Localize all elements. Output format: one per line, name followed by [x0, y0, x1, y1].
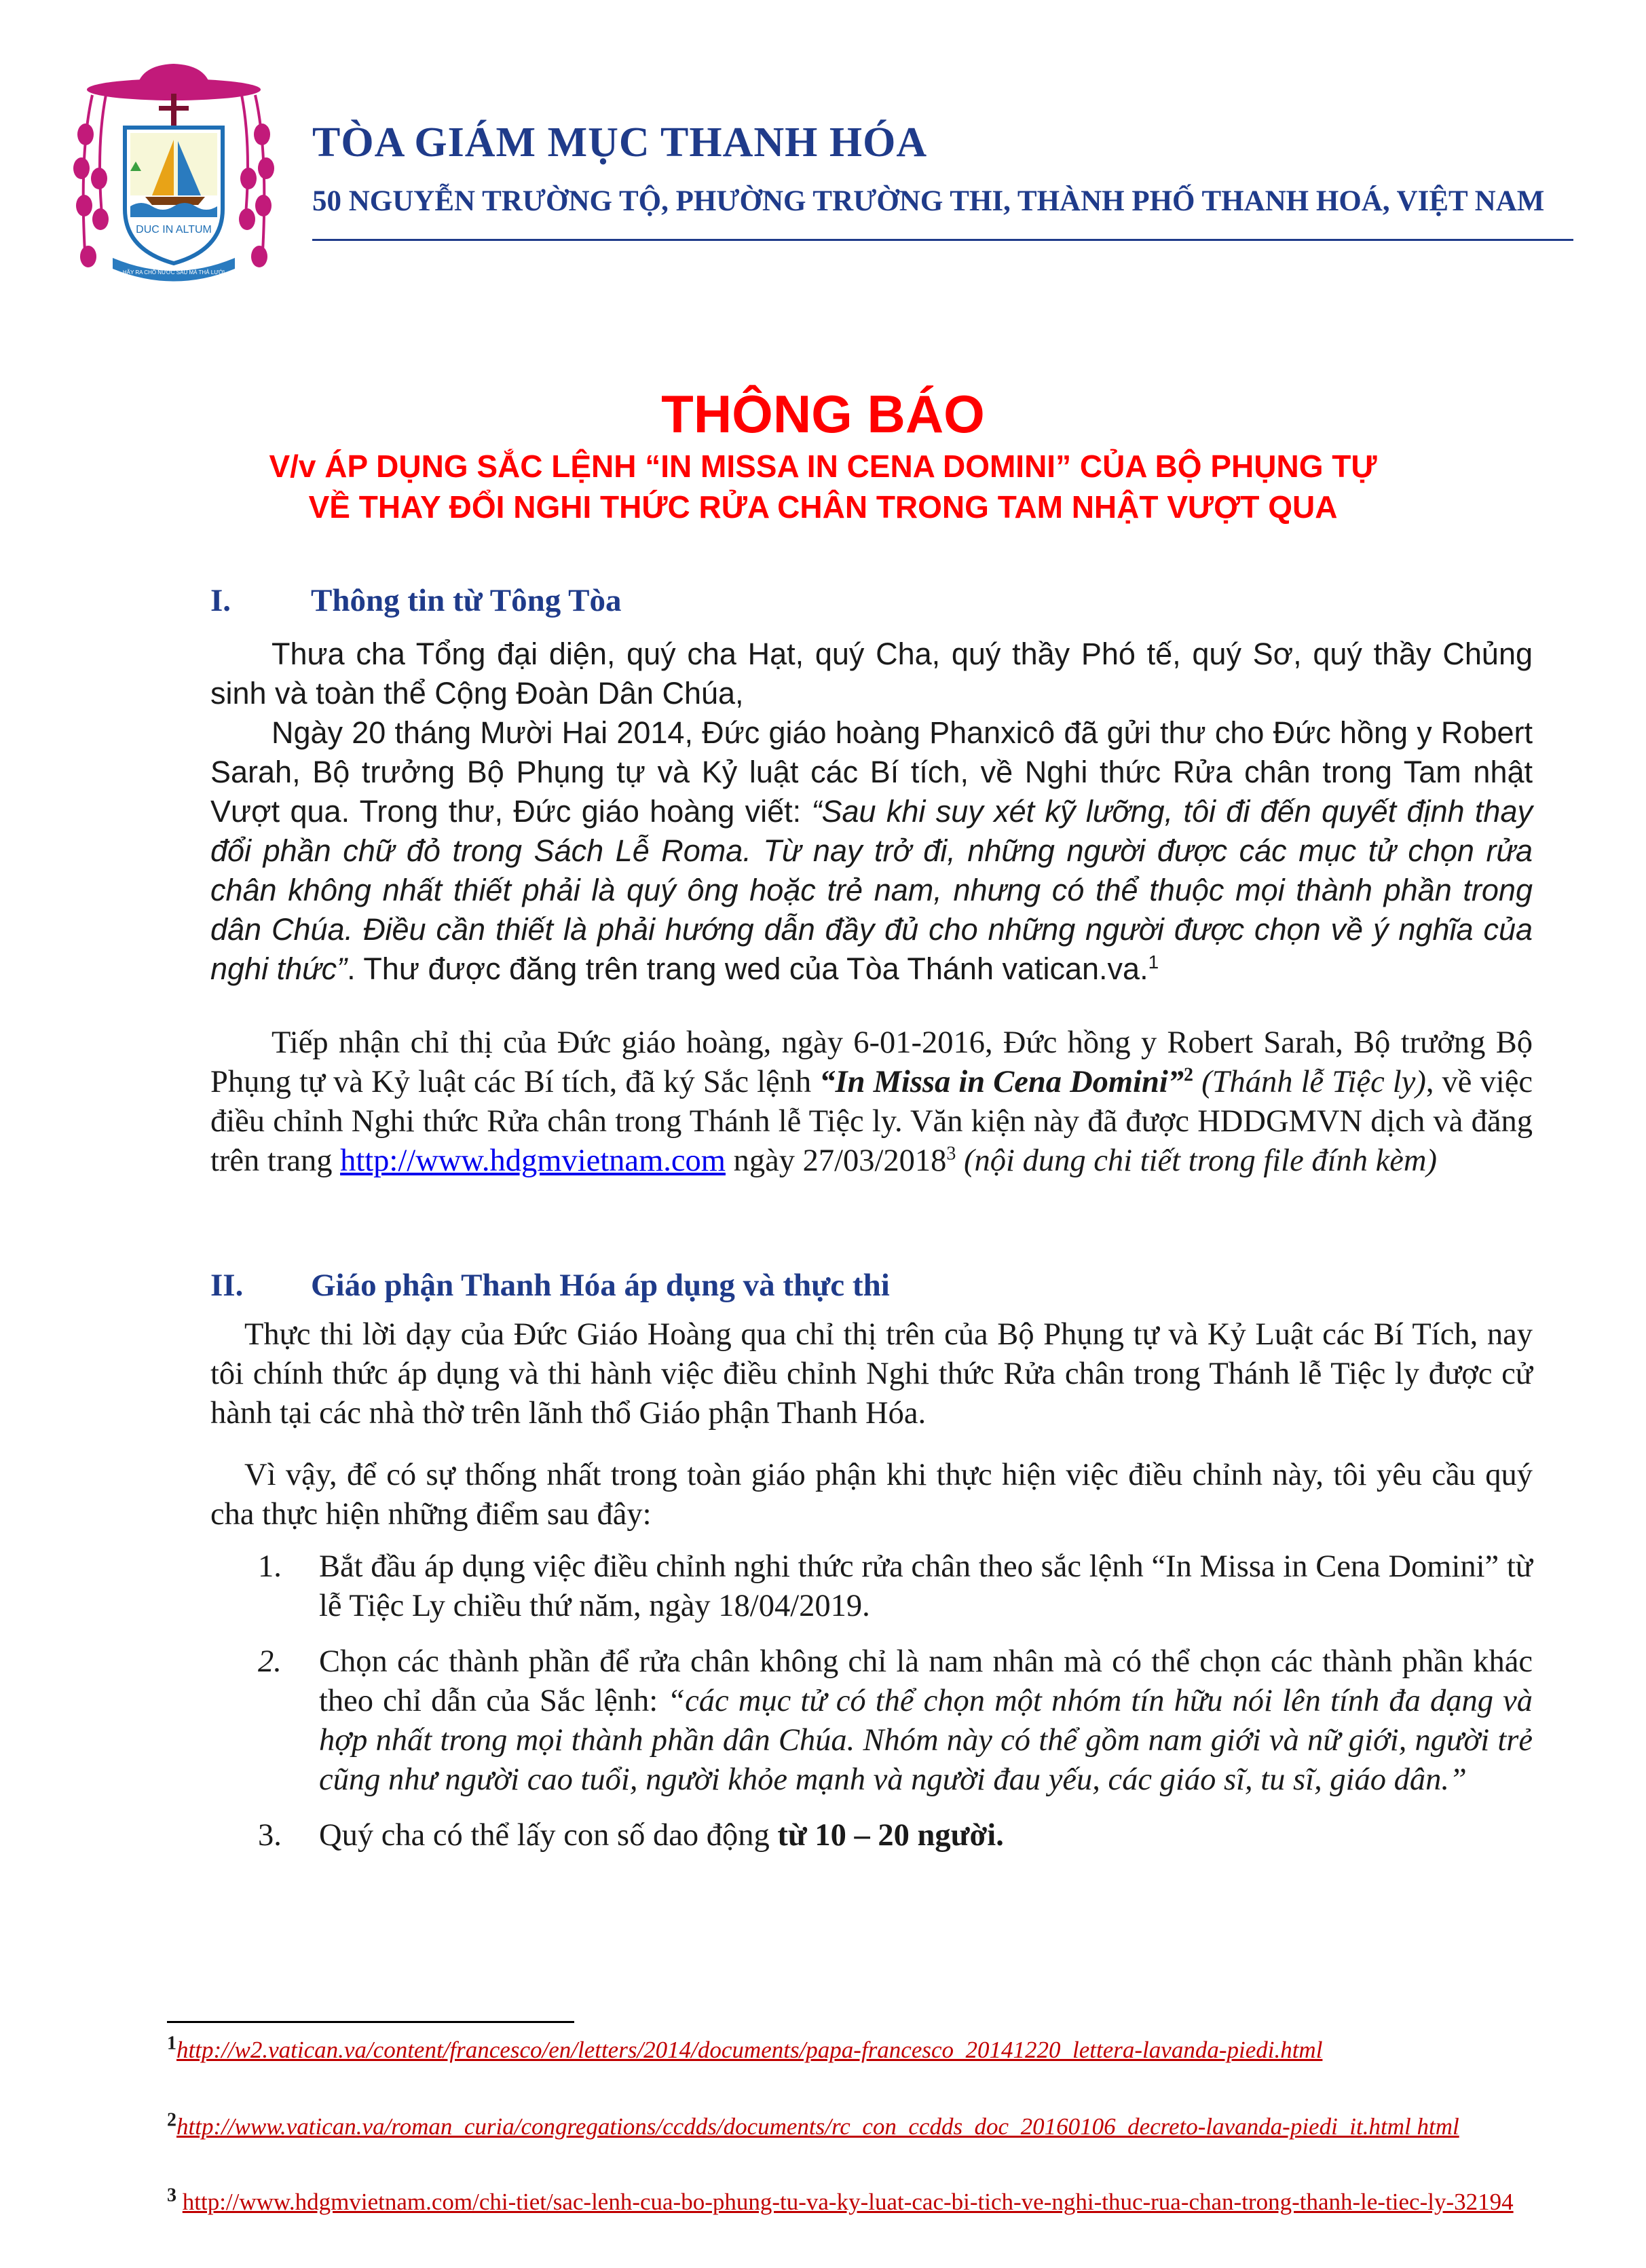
- footnote-ref-2[interactable]: 2: [1184, 1064, 1194, 1086]
- participant-range: từ 10 – 20 người.: [777, 1818, 1004, 1853]
- section-2-paragraph-1: Thực thi lời dạy của Đức Giáo Hoàng qua chỉ thị trên của Bộ Phụng tự và Kỷ Luật các Bí Tích, nay tôi chính thức áp dụng và thi hành việc điều chỉnh Nghi thức Rửa chân trong Thánh lễ Tiệc ly được cử hành tại các nhà thờ trên lãnh thổ Giáo phận Thanh Hóa.: [210, 1317, 1533, 1431]
- section-2-title: Giáo phận Thanh Hóa áp dụng và thực thi: [311, 1268, 890, 1303]
- letter-intro: Ngày 20 tháng Mười Hai 2014, Đức giáo hoàng Phanxicô đã gửi thư cho Đức hồng y Robert Sarah, Bộ trưởng Bộ Phụng tự và Kỷ luật các Bí tích, về Nghi thức Rửa chân trong Tam nhật Vượt qua. Trong thư, Đức giáo hoàng viết:: [210, 715, 1533, 829]
- footnote-1: [167, 2035, 1518, 2066]
- footnote-number: 2: [167, 2109, 176, 2131]
- pope-letter-quote: “Sau khi suy xét kỹ lưỡng, tôi đi đến quyết định thay đổi phần chữ đỏ trong Sách Lễ Roma. Từ nay trở đi, những người được các mục tử chọn rửa chân không nhất thiết phải là quý ông hoặc trẻ nam, nhưng có thể thuộc mọi thành phần trong dân Chúa. Điều cần thiết là phải hướng dẫn đầy đủ cho những người được chọn về ý nghĩa của nghi thức”: [210, 794, 1533, 986]
- document-subtitle-line-1: V/v ÁP DỤNG SẮC LỆNH “IN MISSA IN CENA DOMINI” CỦA BỘ PHỤNG TỰ: [269, 449, 1377, 484]
- header-divider: [312, 239, 1573, 241]
- diocese-crest-logo: [65, 60, 282, 284]
- publication-date: ngày 27/03/2018: [725, 1144, 947, 1178]
- section-2-number: II.: [210, 1268, 244, 1303]
- list-item-2: [258, 1642, 1533, 1800]
- document-title: THÔNG BÁO: [661, 384, 985, 444]
- section-1-number: I.: [210, 583, 231, 618]
- crest-ribbon-text: HÃY RA CHỖ NƯỚC SÂU MÀ THẢ LƯỚI: [122, 269, 225, 276]
- hdgm-website-link[interactable]: http://www.hdgmvietnam.com: [340, 1144, 726, 1178]
- letter-publication-note: . Thư được đăng trên trang wed của Tòa Thánh vatican.va.: [347, 951, 1148, 986]
- organization-address: 50 NGUYỄN TRƯỜNG TỘ, PHƯỜNG TRƯỜNG THI, THÀNH PHỐ THANH HOÁ, VIỆT NAM: [312, 185, 1545, 217]
- list-item-text: Bắt đầu áp dụng việc điều chỉnh nghi thức rửa chân theo sắc lệnh “In Missa in Cena Domini” từ lễ Tiệc Ly chiều thứ năm, ngày 18/04/2019.: [319, 1549, 1533, 1623]
- section-1-paragraph-1: Thưa cha Tổng đại diện, quý cha Hạt, quý Cha, quý thầy Phó tế, quý Sơ, quý thầy Chủng sinh và toàn thể Cộng Đoàn Dân Chúa,: [210, 637, 1533, 711]
- decree-translation: (Thánh lễ Tiệc ly): [1193, 1065, 1426, 1099]
- list-item-number: 1.: [258, 1549, 282, 1584]
- decree-quote: “các mục tử có thể chọn một nhóm tín hữu nói lên tính đa dạng và hợp nhất trong mọi thành phần dân Chúa. Nhóm này có thể gồm nam giới và nữ giới, người trẻ cũng như người cao tuổi, người khỏe mạnh và người đau yếu, các giáo sĩ, tu sĩ, giáo dân.”: [319, 1684, 1533, 1797]
- footnote-2: [167, 2111, 1518, 2142]
- list-item-number: 2.: [258, 1644, 282, 1679]
- decree-name: “In Missa in Cena Domini”: [819, 1065, 1184, 1099]
- section-1-title: Thông tin từ Tông Tòa: [311, 583, 622, 618]
- attachment-note: (nội dung chi tiết trong file đính kèm): [956, 1144, 1437, 1178]
- footnote-ref-3[interactable]: 3: [946, 1143, 956, 1165]
- section-2-paragraph-2: Vì vậy, để có sự thống nhất trong toàn giáo phận khi thực hiện việc điều chỉnh này, tôi yêu cầu quý cha thực hiện những điểm sau đây:: [210, 1458, 1533, 1532]
- footnote-3-link[interactable]: http://www.hdgmvietnam.com/chi-tiet/sac-lenh-cua-bo-phung-tu-va-ky-luat-cac-bi-tich-ve-nghi-thuc-rua-chan-trong-thanh-le-tiec-ly-32194: [182, 2189, 1514, 2215]
- section-1-paragraph-2: [210, 713, 1533, 989]
- footnote-divider: [167, 2021, 574, 2023]
- footnote-number: 1: [167, 2033, 176, 2054]
- list-item-1: [258, 1547, 1533, 1626]
- document-subtitle-line-2: VỀ THAY ĐỔI NGHI THỨC RỬA CHÂN TRONG TAM NHẬT VƯỢT QUA: [308, 489, 1338, 525]
- footnote-number: 3: [167, 2185, 176, 2206]
- decree-intro: Tiếp nhận chỉ thị của Đức giáo hoàng, ngày 6-01-2016, Đức hồng y Robert Sarah, Bộ trưởng Bộ Phụng tự và Kỷ luật các Bí tích, đã ký Sắc lệnh: [210, 1025, 1533, 1099]
- instruction-list: [258, 1547, 1533, 1855]
- list-item-text: Chọn các thành phần để rửa chân không chỉ là nam nhân mà có thể chọn các thành phần khác theo chỉ dẫn của Sắc lệnh:: [319, 1644, 1533, 1718]
- list-item-number: 3.: [258, 1818, 282, 1853]
- footnote-1-link[interactable]: http://w2.vatican.va/content/francesco/en/letters/2014/documents/papa-francesco_20141220_lettera-lavanda-piedi.html: [176, 2037, 1323, 2063]
- crest-motto: DUC IN ALTUM: [136, 224, 212, 235]
- decree-description: , về việc điều chỉnh Nghi thức Rửa chân trong Thánh lễ Tiệc ly. Văn kiện này đã được HDDGMVN dịch và đăng trên trang: [210, 1065, 1533, 1178]
- footnote-ref-1[interactable]: 1: [1148, 951, 1159, 972]
- footnote-2-link[interactable]: http://www.vatican.va/roman_curia/congregations/ccdds/documents/rc_con_ccdds_doc_20160106_decreto-lavanda-piedi_it.html html: [176, 2113, 1459, 2140]
- list-item-3: [258, 1816, 1533, 1855]
- list-item-text: Quý cha có thể lấy con số dao động: [319, 1818, 778, 1853]
- organization-name: TÒA GIÁM MỤC THANH HÓA: [312, 119, 928, 166]
- section-1-paragraph-3: [210, 1023, 1533, 1181]
- footnote-3: [167, 2187, 1518, 2218]
